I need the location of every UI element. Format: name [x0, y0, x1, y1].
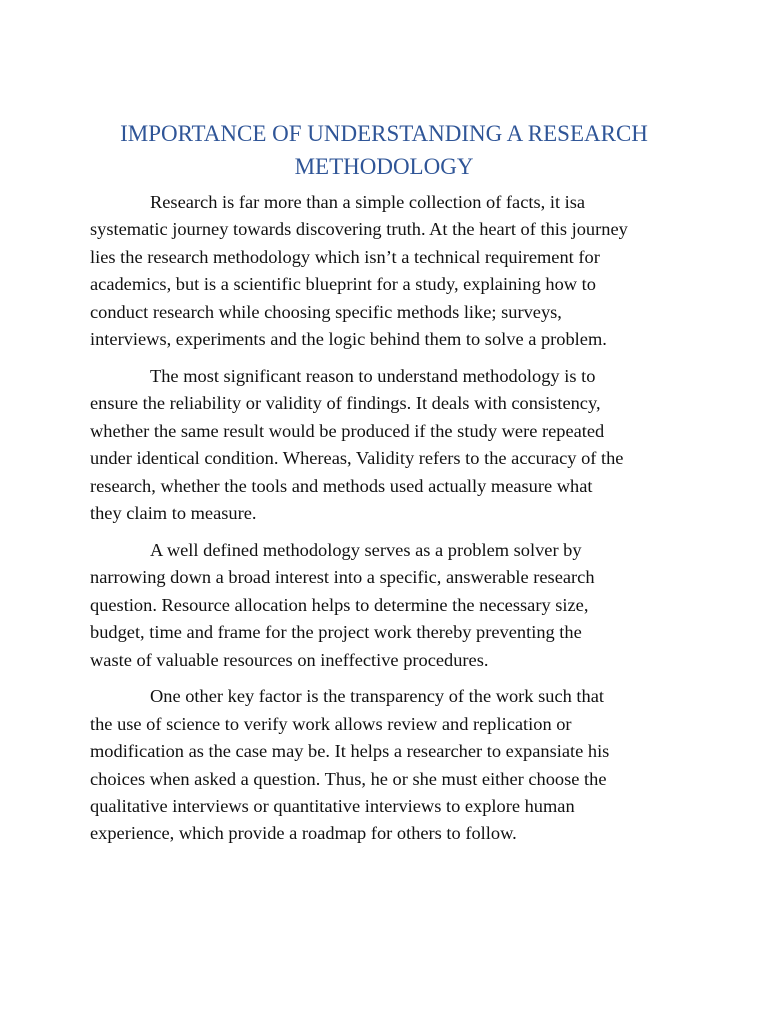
- paragraph-1: Research is far more than a simple collection of facts, it isa systematic journey towards discovering truth. At the heart of this journey lies the research methodology which isn’t a technical requirement for academics, but is a scientific blueprint for a study, explaining how to conduct research while choosing specific methods like; surveys, interviews, experiments and the logic behind them to solve a problem.: [90, 192, 628, 350]
- title-line-1: IMPORTANCE OF UNDERSTANDING A RESEARCH: [120, 121, 648, 146]
- document-body: [90, 189, 682, 857]
- document-title: [60, 117, 708, 183]
- paragraph-2: The most significant reason to understand methodology is to ensure the reliability or validity of findings. It deals with consistency, whether the same result would be produced if the study were repeated under identical condition. Whereas, Validity refers to the accuracy of the research, whether the tools and methods used actually measure what they claim to measure.: [90, 365, 624, 523]
- paragraph-3: A well defined methodology serves as a problem solver by narrowing down a broad interest into a specific, answerable research question. Resource allocation helps to determine the necessary size, budget, time and frame for the project work thereby preventing the waste of valuable resources on ineffective procedures.: [90, 539, 595, 670]
- title-line-2: METHODOLOGY: [294, 154, 474, 179]
- paragraph-4: One other key factor is the transparency of the work such that the use of science to verify work allows review and replication or modification as the case may be. It helps a researcher to expansiate his choices when asked a question. Thus, he or she must either choose the qualitative interviews or quantitative interviews to explore human experience, which provide a roadmap for others to follow.: [90, 686, 610, 844]
